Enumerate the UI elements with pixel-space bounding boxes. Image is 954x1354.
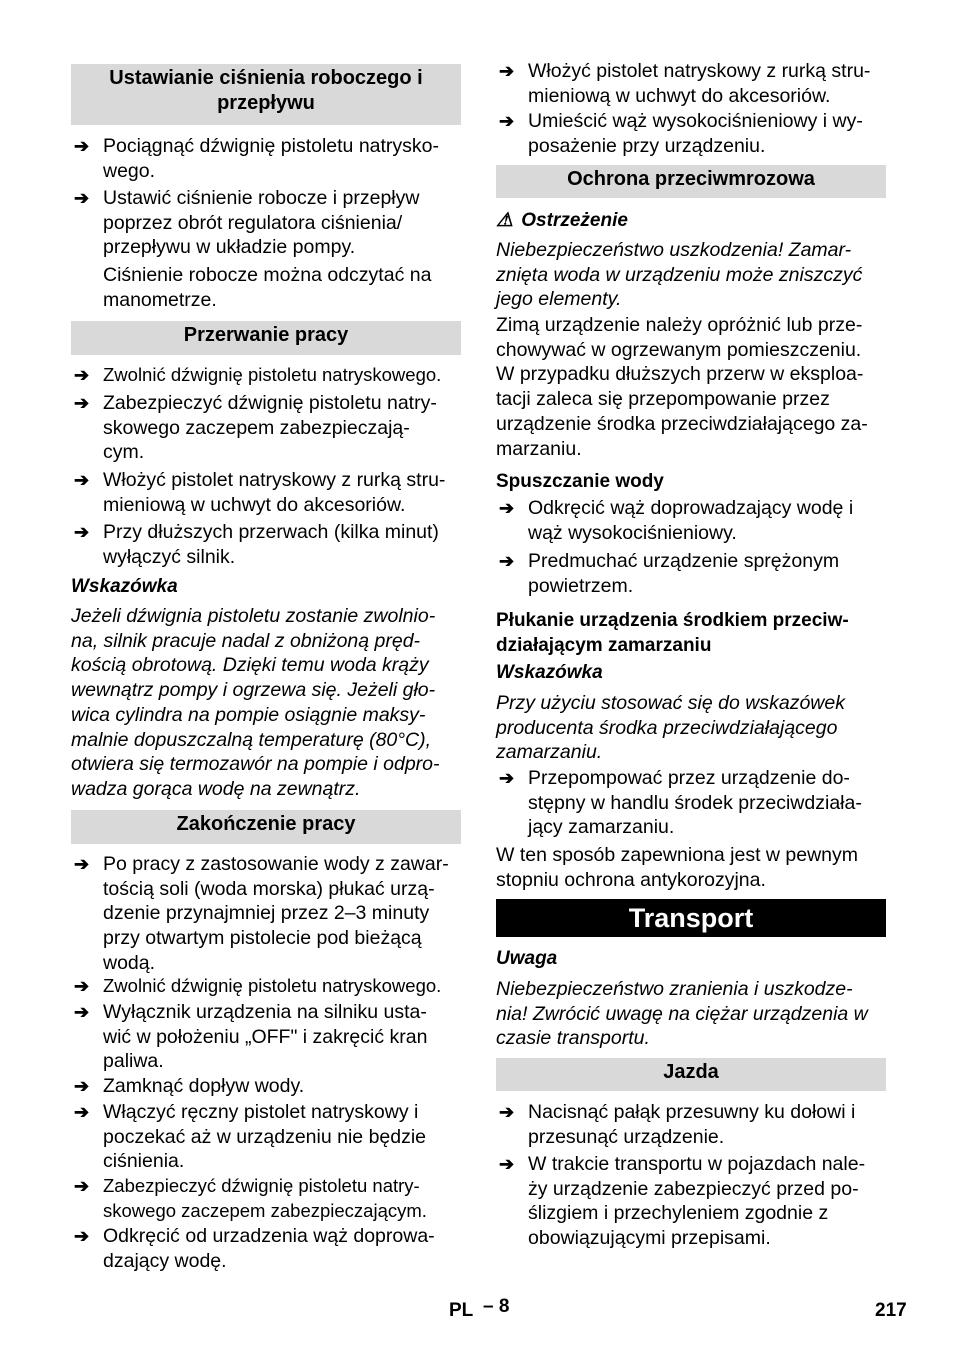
heading-driving: Jazda: [496, 1058, 886, 1091]
warning-icon: ⚠: [496, 210, 514, 231]
arrow-icon: ➔: [74, 1076, 90, 1096]
arrow-icon: ➔: [74, 136, 90, 156]
caution-title: Uwaga: [496, 948, 558, 969]
arrow-icon: ➔: [499, 768, 515, 788]
caution-text: Niebezpieczeństwo zranienia i uszkodze- nia! Zwrócić uwagę na ciężar urządzenia w czasie transportu.: [496, 978, 868, 1050]
closing-text: W ten sposób zapewniona jest w pewnym stopniu ochrona antykorozyjna.: [496, 844, 859, 891]
page-number: 217: [875, 1300, 907, 1321]
arrow-icon: ➔: [74, 1002, 90, 1022]
arrow-icon: ➔: [74, 1176, 90, 1196]
hint-title: Wskazówka: [71, 576, 178, 597]
arrow-icon: ➔: [74, 470, 90, 490]
language-code: PL: [449, 1300, 474, 1321]
pressure-note: Ciśnienie robocze można odczytać na manometrze.: [103, 264, 432, 311]
arrow-icon: ➔: [499, 551, 515, 571]
arrow-icon: ➔: [499, 498, 515, 518]
hint-title: Wskazówka: [496, 662, 603, 683]
arrow-icon: ➔: [499, 1154, 515, 1174]
warning-text: Niebezpieczeństwo uszkodzenia! Zamar- znięta woda w urządzeniu może zniszczyć jego elementy.: [496, 239, 863, 311]
arrow-icon: ➔: [74, 976, 90, 996]
arrow-icon: ➔: [74, 522, 90, 542]
arrow-icon: ➔: [74, 854, 90, 874]
arrow-icon: ➔: [499, 111, 515, 131]
heading-work-interruption: Przerwanie pracy: [71, 321, 461, 355]
drain-title: Spuszczanie wody: [496, 471, 664, 492]
frost-body: Zimą urządzenie należy opróżnić lub prze- chowywać w ogrzewanym pomieszczeniu. W przypadku dłuższych przerw w eksploa- tacji zaleca się przepompowanie przez urządzenie środka przeciwdziałającego za- marzaniu.: [496, 314, 868, 460]
arrow-icon: ➔: [499, 1102, 515, 1122]
warning-title: Ostrzeżenie: [521, 210, 628, 231]
heading-working-pressure: Ustawianie ciśnienia roboczego i przepływu: [71, 64, 461, 125]
section-page-number: – 8: [483, 1296, 510, 1317]
section-title-transport: Transport: [496, 899, 886, 937]
hint-text: Przy użyciu stosować się do wskazówek producenta środka przeciwdziałającego zamarzaniu.: [496, 692, 845, 764]
arrow-icon: ➔: [74, 365, 90, 385]
arrow-icon: ➔: [499, 61, 515, 81]
warning-line: [496, 209, 886, 232]
heading-end-of-work: Zakończenie pracy: [71, 810, 461, 844]
arrow-icon: ➔: [74, 1102, 90, 1122]
hint-text: Jeżeli dźwignia pistoletu zostanie zwolnio- na, silnik pracuje nadal z obniżoną pręd- kością obrotową. Dzięki temu woda krąży wewnątrz pompy i ogrzewa się. Jeżeli gło- wica cylindra na pompie osiągnie maksy- malnie dopuszczalną temperaturę (80°C), otwiera się termozawór na pompie i odpro- wadza gorąca wodę na zewnątrz.: [71, 605, 440, 800]
arrow-icon: ➔: [74, 1226, 90, 1246]
arrow-icon: ➔: [74, 393, 90, 413]
page-footer: [0, 1296, 954, 1326]
heading-frost-protection: Ochrona przeciwmrozowa: [496, 165, 886, 198]
arrow-icon: ➔: [74, 188, 90, 208]
rinse-title: Płukanie urządzenia środkiem przeciw- działającym zamarzaniu: [496, 610, 849, 656]
